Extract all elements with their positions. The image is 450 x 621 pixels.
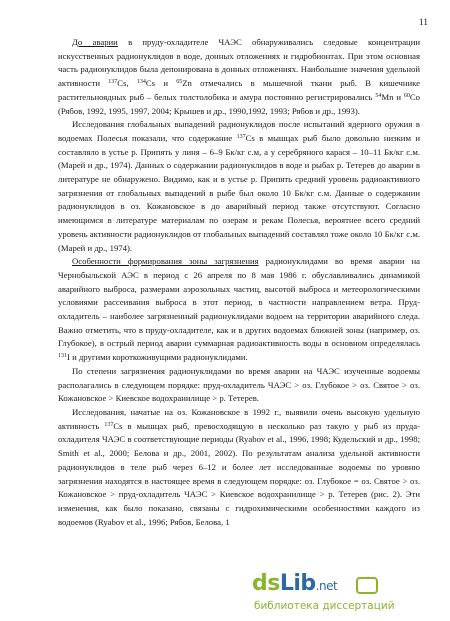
watermark-logo-ds: ds (252, 571, 280, 596)
paragraph-lead: Особенности формирования зоны загрязнения (72, 256, 259, 267)
watermark-logo (252, 571, 337, 596)
isotope-mass: 65 (176, 79, 183, 86)
book-icon (356, 575, 378, 591)
watermark-subtitle: библиотека диссертаций (254, 600, 395, 612)
text-run: I и другими короткоживущими радионуклидами. (67, 352, 248, 363)
paragraph-contamination-zone (58, 255, 420, 365)
paragraph-pre-accident (58, 36, 420, 118)
isotope-mass: 137 (104, 421, 114, 428)
paragraph-kozhanovskoe (58, 406, 420, 529)
isotope-mass: 131 (58, 353, 67, 360)
isotope-mass: 137 (108, 79, 118, 86)
text-run: Zn отмечались в мышечной ткани рыб. В кишечнике растительноядных рыб – белых толстолобика и амура постоянно регистрировались (58, 78, 420, 102)
watermark-logo-net: .net (315, 579, 338, 593)
document-body (58, 36, 420, 529)
text-run: Co (Рябов, 1992, 1995, 1997, 2004; Крышев и др., 1990,1992, 1993; Рябов и др., 1993). (58, 91, 420, 116)
text-run: Cs в мышцах рыб, превосходящую в несколько раз такую у рыб из пруда-охладителя ЧАЭС в соответствующие периоды (Ryabov et al., 1996, 1998; Кудельский и др., 1998; Smith et al., 2000; Белова и др., 2001, 2002). По результатам анализа удельной активности радионуклидов в теле рыб через 6–12 и более лет исследованные водоемы по уровню загрязнения находятся в настоящее время в следующем порядке: оз. Глубокое = оз. Святое > оз. Кожановское > пруд-охладитель ЧАЭС > Киевское водохранилище > р. Тетерев (рис. 2). Эти изменения, как было показано, связаны с гидрохимическими особенностями каждого из водоемов (Ryabov et al., 1996; Рябов, Белова, 1 (58, 420, 420, 527)
paragraph-global-fallout (58, 118, 420, 255)
dslib-watermark (252, 571, 442, 617)
paragraph-ranking: По степени загрязнения радионуклидами во время аварии на ЧАЭС изученные водоемы располагались в следующем порядке: пруд-охладитель ЧАЭС > оз. Глубокое > оз. Святое > оз. Кожановское > Киевское водохранилище > р. Тетерев. (58, 365, 420, 404)
text-run: радионуклидами во время аварии на Чернобыльской АЭС в период с 26 апреля по 8 мая 1986 г. обуславливались динамикой аварийного выброса, размерами аэрозольных частиц, высотой выброса и метеорологическими условиями рассеивания выброса в этот период, в частности направлением ветра. Пруд-охладитель – наиболее загрязненный радионуклидами водоем на территории аварийного следа. Важно отметить, что в пруду-охладителе, как и в других водоемах ближней зоны (например, оз. Глубокое), в острый период аварии суммарная радиоактивность воды в основном определялась (58, 256, 420, 349)
isotope-mass: 54 (375, 92, 382, 99)
text-run: Исследования, начатые на оз. Кожановское в 1992 г., выявили очень высокую удельную активность (58, 406, 420, 431)
text-run: Cs в мышцах рыб было довольно низким и составляло в устье р. Припять у линя – 6–9 Бк/кг с.м, а у серебряного карася – 10–11 Бк/кг с.м. (Марей и др., 1974). Данных о содержании радионуклидов в воде и рыбах р. Тетерев до аварии в литературе не обнаружено. Видимо, как и в устье р. Припять средний уровень радиоактивного загрязнения от глобальных выпадений в рыбе был около 10 Бк/кг с.м. Данные о содержании радионуклидов в оз. Кожановское в до аварийный период также отсутствуют. Согласно имеющимся в литературе материалам по озерам и рекам Полесья, вероятнее всего средний уровень активности радионуклидов от глобальных выпадений составлял тоже около 10 Бк/кг с.м. (Марей и др., 1974). (58, 132, 420, 253)
watermark-logo-lib: Lib (279, 571, 316, 596)
text-run: Исследования глобальных выпадений радионуклидов после испытаний ядерного оружия в водоемах Полесья показали, что содержание (58, 119, 420, 143)
page-number: 11 (418, 18, 428, 28)
text-run: в пруду-охладителе ЧАЭС обнаруживались следовые концентрации искусственных радионуклидов в воде, донных отложениях и гидробионтах. При этом основная часть радионуклидов была депонирована в донных отложениях. Наибольшие значения удельной активности (58, 37, 420, 89)
isotope-mass: 134 (136, 79, 146, 86)
text-run: Cs, (117, 78, 137, 89)
isotope-mass: 60 (403, 92, 410, 99)
text-run: Cs и (145, 78, 177, 89)
isotope-mass: 137 (236, 133, 246, 140)
paragraph-lead: До аварии (72, 37, 118, 47)
text-run: Mn и (381, 91, 404, 102)
